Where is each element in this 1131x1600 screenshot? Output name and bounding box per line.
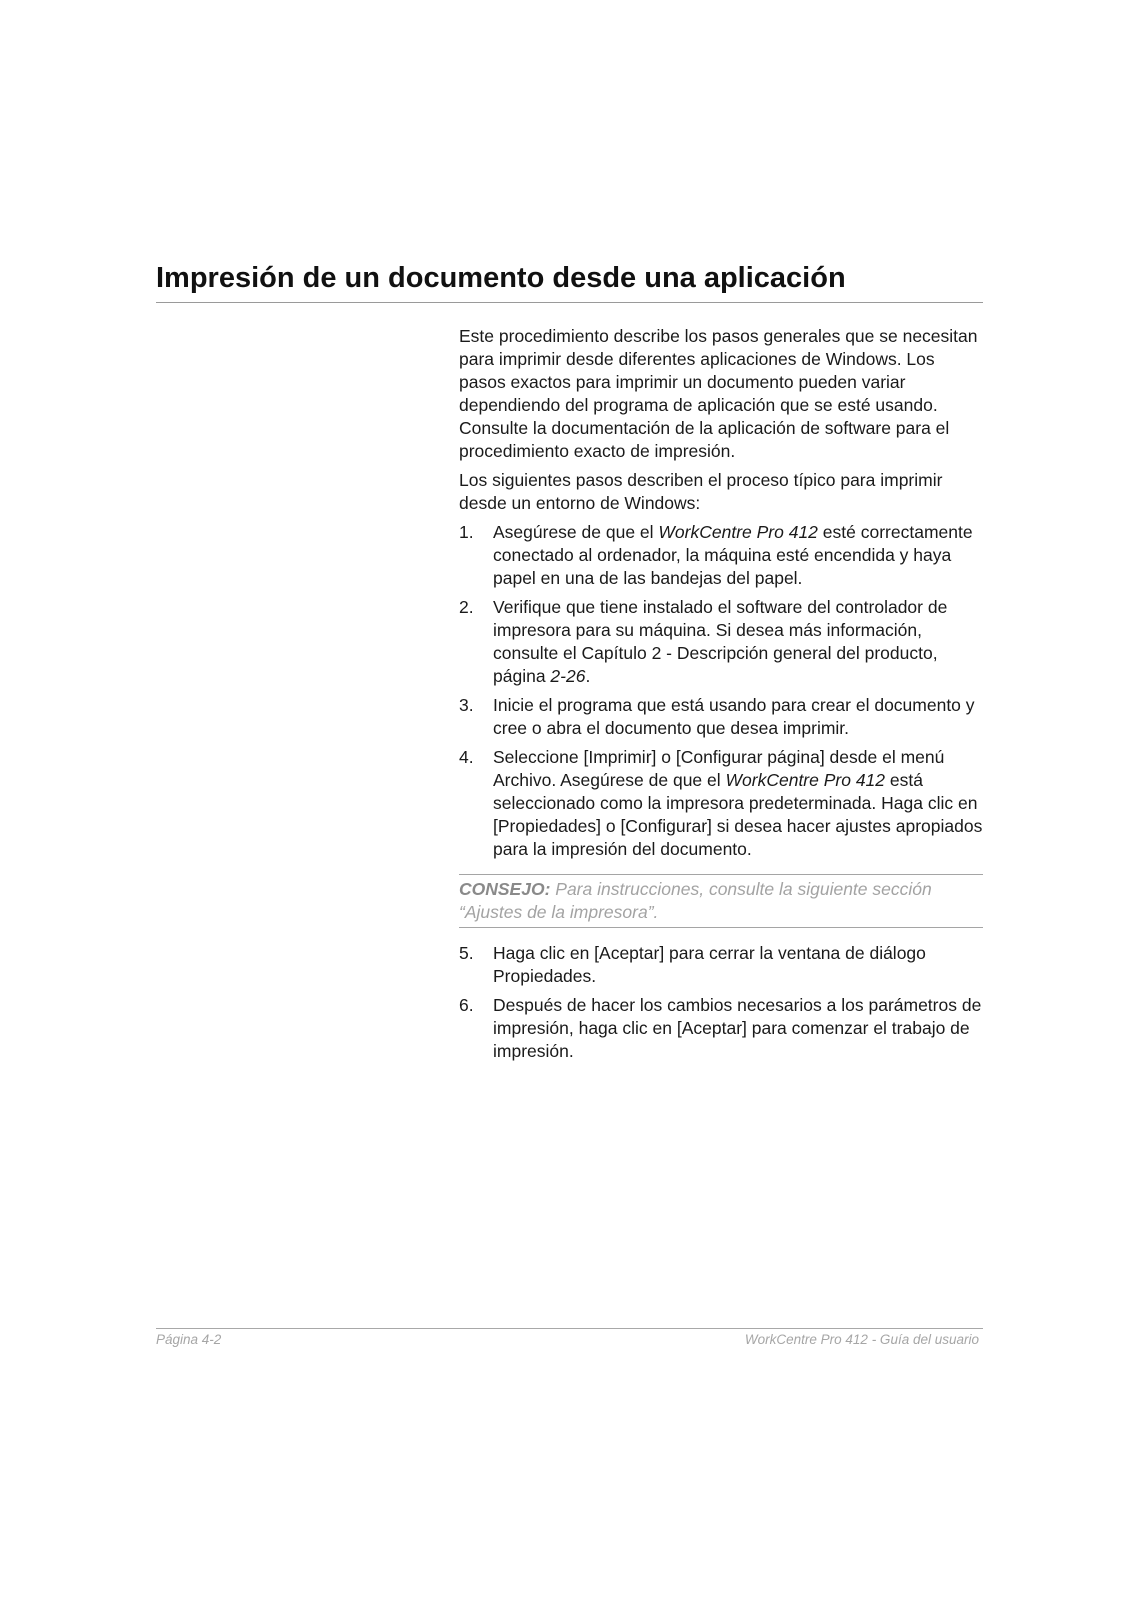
tip-text: Para instrucciones, consulte la siguiente sección “Ajustes de la impresora”. [459, 879, 932, 922]
step-number: 6. [459, 995, 474, 1015]
page-title: Impresión de un documento desde una aplicación [156, 262, 846, 294]
step-text: esté correctamente conectado al ordenador, la máquina esté encendida y haya papel en una de las bandejas del papel. [493, 522, 973, 588]
tip-label: CONSEJO: [459, 879, 551, 899]
list-item [459, 746, 983, 861]
steps-list [459, 521, 983, 861]
step-text: Verifique que tiene instalado el software del controlador de impresora para su máquina. Si desea más información, consulte el Capítulo 2 - Descripción general del producto, página [493, 597, 948, 686]
intro-paragraph: Los siguientes pasos describen el proceso típico para imprimir desde un entorno de Windows: [459, 470, 943, 513]
title-divider [156, 302, 983, 303]
step-number: 3. [459, 695, 474, 715]
step-text: está seleccionado como la impresora predeterminada. Haga clic en [Propiedades] o [Configurar] si desea hacer ajustes apropiados para la impresión del documento. [493, 770, 983, 859]
product-name: WorkCentre Pro 412 [658, 522, 818, 542]
list-item [459, 994, 983, 1063]
footer-divider [156, 1328, 983, 1329]
list-item [459, 942, 983, 988]
tip-box [459, 874, 983, 928]
step-text: Después de hacer los cambios necesarios a los parámetros de impresión, haga clic en [Aceptar] para comenzar el trabajo de impresión. [493, 995, 982, 1061]
body-content [459, 325, 983, 1069]
page-reference: 2-26 [550, 666, 586, 686]
step-text: Inicie el programa que está usando para crear el documento y cree o abra el documento que desea imprimir. [493, 695, 975, 738]
page-number: Página 4-2 [156, 1332, 222, 1347]
step-number: 5. [459, 943, 474, 963]
document-footer-title: WorkCentre Pro 412 - Guía del usuario [744, 1332, 979, 1347]
step-number: 4. [459, 747, 474, 767]
step-text: Asegúrese de que el [493, 522, 659, 542]
step-number: 1. [459, 522, 474, 542]
list-item [459, 694, 983, 740]
product-name: WorkCentre Pro 412 [725, 770, 886, 790]
step-number: 2. [459, 597, 474, 617]
step-text: Seleccione [Imprimir] o [Configurar página] desde el menú Archivo. Asegúrese de que el [493, 747, 945, 790]
list-item [459, 521, 983, 590]
step-text: . [585, 666, 591, 686]
steps-list-continued [459, 942, 983, 1063]
intro-paragraph: Este procedimiento describe los pasos generales que se necesitan para imprimir desde diferentes aplicaciones de Windows. Los pasos exactos para imprimir un documento pueden variar dependiendo del programa de aplicación que se esté usando. Consulte la documentación de la aplicación de software para el procedimiento exacto de impresión. [459, 326, 978, 461]
step-text: Haga clic en [Aceptar] para cerrar la ventana de diálogo Propiedades. [493, 943, 926, 986]
list-item [459, 596, 983, 688]
